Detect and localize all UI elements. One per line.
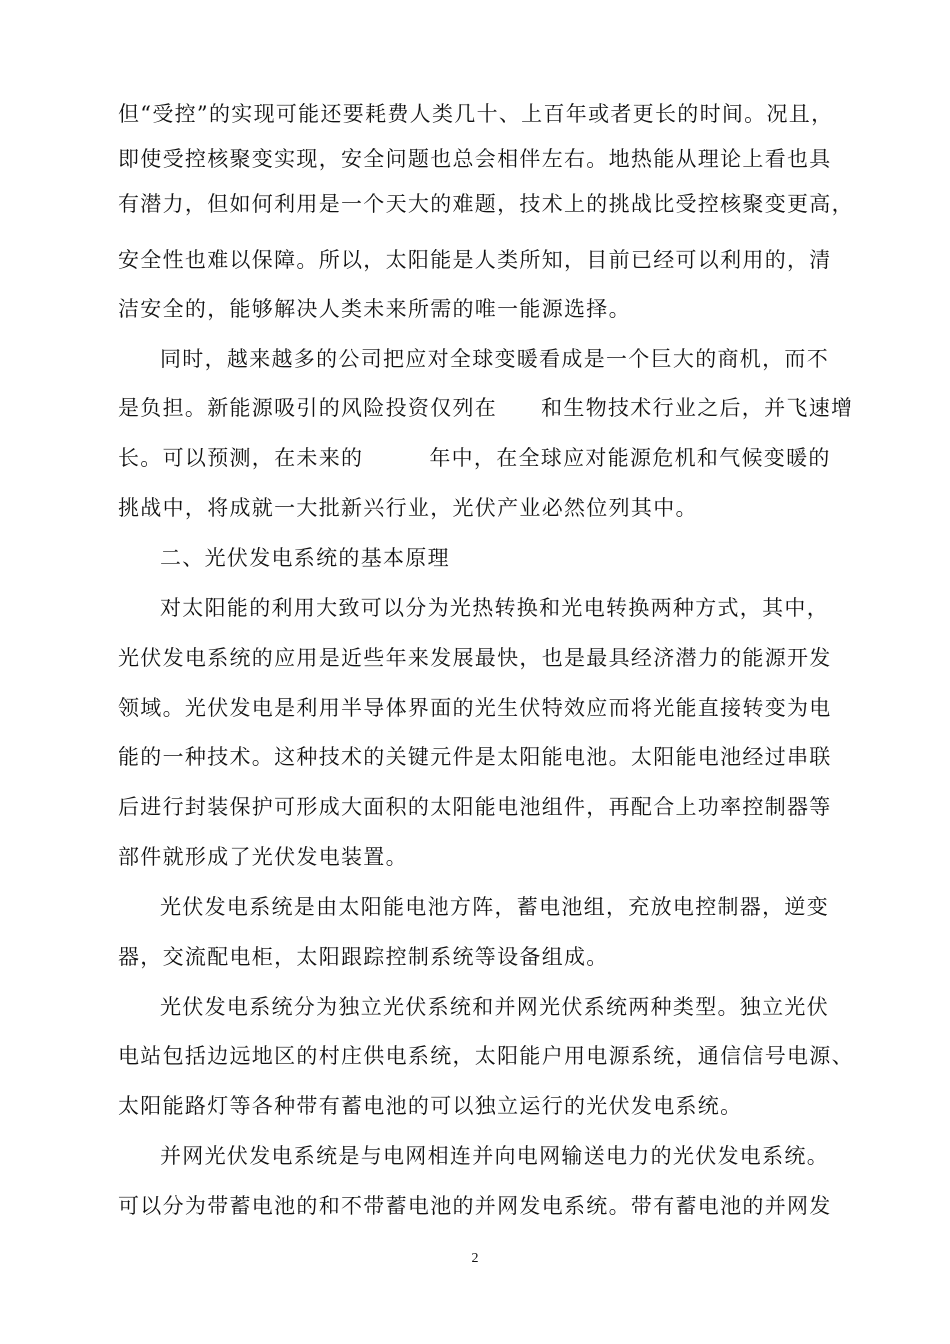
text-line-content: 器，交流配电柜，太阳跟踪控制系统等设备组成。	[118, 945, 609, 969]
text-line-content: 长。可以预测，在未来的	[118, 446, 364, 470]
text-line	[118, 139, 838, 179]
text-line-content: 洁安全的，能够解决人类未来所需的唯一能源选择。	[118, 297, 631, 321]
text-line	[118, 388, 854, 428]
text-line	[118, 837, 838, 877]
text-line	[160, 588, 838, 628]
text-line-content: 安全性也难以保障。所以，太阳能是人类所知，目前已经可以利用的，清	[118, 248, 832, 272]
text-line	[118, 1186, 838, 1226]
text-line	[118, 937, 838, 977]
text-line	[118, 438, 838, 478]
text-line-content: 和生物技术行业之后，并飞速增	[541, 396, 854, 420]
text-line-content: 年中，在全球应对能源危机和气候变暖的	[429, 446, 831, 470]
text-line	[118, 688, 838, 728]
text-line	[118, 94, 838, 134]
text-line-content: 后进行封装保护可形成大面积的太阳能电池组件，再配合上功率控制器等	[118, 795, 832, 819]
text-line	[118, 488, 838, 528]
text-line-content: 并网光伏发电系统是与电网相连并向电网输送电力的光伏发电系统。	[160, 1144, 829, 1168]
text-line-content: 部件就形成了光伏发电装置。	[118, 845, 408, 869]
text-line	[118, 737, 838, 777]
text-line	[118, 240, 838, 280]
page-number: 2	[471, 1251, 479, 1266]
text-line-content: 挑战中，将成就一大批新兴行业，光伏产业必然位列其中。	[118, 496, 698, 520]
text-line	[160, 987, 838, 1027]
text-line-content: 对太阳能的利用大致可以分为光热转换和光电转换两种方式，其中，	[160, 596, 829, 620]
text-line-content: 领域。光伏发电是利用半导体界面的光生伏特效应而将光能直接转变为电	[118, 696, 832, 720]
text-line-content: 光伏发电系统是由太阳能电池方阵，蓄电池组，充放电控制器，逆变	[160, 895, 829, 919]
text-line-content: 但“受控”的实现可能还要耗费人类几十、上百年或者更长的时间。况且，	[118, 102, 834, 126]
text-line	[118, 289, 838, 329]
text-line	[118, 638, 838, 678]
text-line-content: 即使受控核聚变实现，安全问题也总会相伴左右。地热能从理论上看也具	[118, 147, 832, 171]
text-line	[118, 1086, 838, 1126]
text-line-content: 同时，越来越多的公司把应对全球变暖看成是一个巨大的商机，而不	[160, 347, 829, 371]
text-line	[118, 184, 854, 224]
section-heading-text: 二、光伏发电系统的基本原理	[160, 546, 450, 570]
section-heading	[160, 538, 838, 578]
text-line-content: 可以分为带蓄电池的和不带蓄电池的并网发电系统。带有蓄电池的并网发	[118, 1194, 832, 1218]
text-line-content: 光伏发电系统的应用是近些年来发展最快，也是最具经济潜力的能源开发	[118, 646, 832, 670]
text-line	[160, 887, 838, 927]
text-line-content: 能的一种技术。这种技术的关键元件是太阳能电池。太阳能电池经过串联	[118, 745, 832, 769]
text-line	[118, 1036, 854, 1076]
text-line	[160, 1136, 838, 1176]
text-line-content: 电站包括边远地区的村庄供电系统，太阳能户用电源系统，通信信号电源、	[118, 1044, 854, 1068]
text-line	[160, 339, 838, 379]
text-line-content: 是负担。新能源吸引的风险投资仅列在	[118, 396, 498, 420]
text-line-content: 光伏发电系统分为独立光伏系统和并网光伏系统两种类型。独立光伏	[160, 995, 829, 1019]
text-line-content: 有潜力，但如何利用是一个天大的难题，技术上的挑战比受控核聚变更高，	[118, 192, 854, 216]
text-line	[118, 787, 838, 827]
text-line-content: 太阳能路灯等各种带有蓄电池的可以独立运行的光伏发电系统。	[118, 1094, 743, 1118]
